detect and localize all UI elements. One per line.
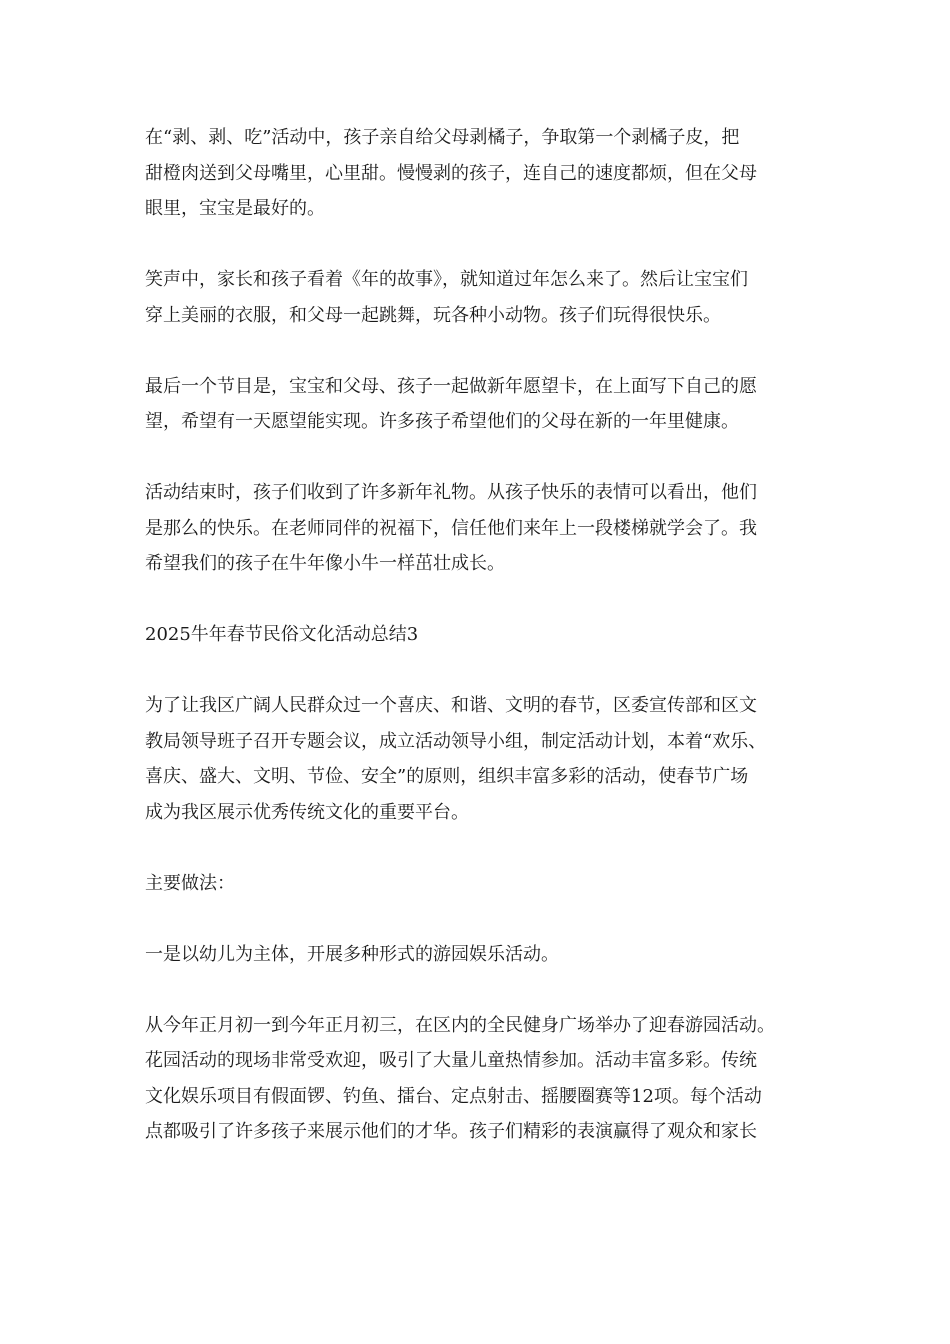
paragraph-story-of-nian: 笑声中，家长和孩子看着《年的故事》，就知道过年怎么来了。然后让宝宝们 穿上美丽的衣服，和父母一起跳舞，玩各种小动物。孩子们玩得很快乐。 xyxy=(145,269,748,326)
paragraph-main-methods: 主要做法： xyxy=(145,872,235,894)
document-body xyxy=(145,120,810,1185)
section-heading: 2025牛年春节民俗文化活动总结3 xyxy=(145,624,419,645)
paragraph-intro: 为了让我区广阔人民群众过一个喜庆、和谐、文明的春节，区委宣传部和区文 教局领导班子召开专题会议，成立活动领导小组，制定活动计划，本着“欢乐、 喜庆、盛大、文明、节俭、安全”的原则，组织丰富多彩的活动，使春节广场 成为我区展示优秀传统文化的重要平台。 xyxy=(145,695,767,823)
paragraph-point-one: 一是以幼儿为主体，开展多种形式的游园娱乐活动。 xyxy=(145,943,559,965)
paragraph-wish-cards: 最后一个节目是，宝宝和父母、孩子一起做新年愿望卡，在上面写下自己的愿 望，希望有一天愿望能实现。许多孩子希望他们的父母在新的一年里健康。 xyxy=(145,375,757,432)
paragraph-new-year-gifts: 活动结束时，孩子们收到了许多新年礼物。从孩子快乐的表情可以看出，他们 是那么的快乐。在老师同伴的祝福下，信任他们来年上一段楼梯就学会了。我 希望我们的孩子在牛年像小牛一样茁壮成长。 xyxy=(145,482,757,574)
paragraph-peel-oranges: 在“剥、剥、吃”活动中，孩子亲自给父母剥橘子，争取第一个剥橘子皮，把 甜橙肉送到父母嘴里，心里甜。慢慢剥的孩子，连自己的速度都烦，但在父母 眼里，宝宝是最好的。 xyxy=(145,127,757,219)
paragraph-garden-party: 从今年正月初一到今年正月初三，在区内的全民健身广场举办了迎春游园活动。 花园活动的现场非常受欢迎，吸引了大量儿童热情参加。活动丰富多彩。传统 文化娱乐项目有假面锣、钓鱼、擂台、定点射击、摇腰圈赛等12项。每个活动 点都吸引了许多孩子来展示他们的才华。孩子们精彩的表演赢得了观众和家长 xyxy=(145,1014,775,1142)
